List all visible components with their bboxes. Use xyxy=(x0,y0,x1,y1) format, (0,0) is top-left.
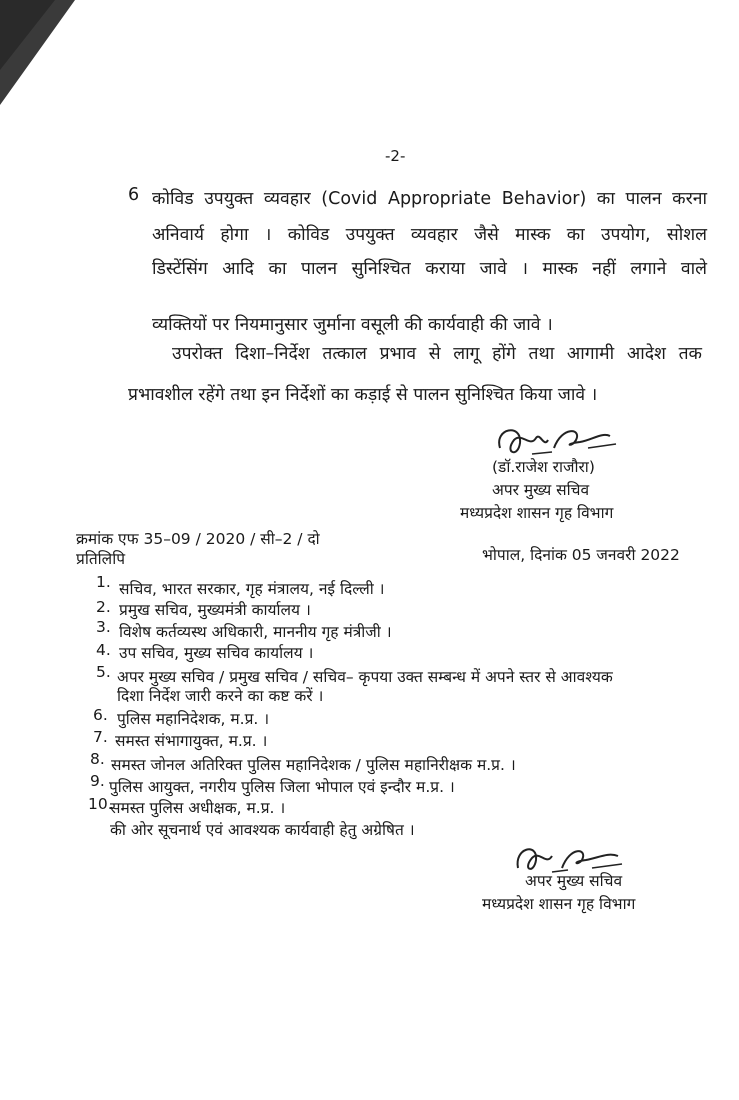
copy-item-5-num: 5. xyxy=(96,663,111,681)
point-number: 6 xyxy=(128,185,140,205)
copy-item-4: उप सचिव, मुख्य सचिव कार्यालय । xyxy=(119,644,314,662)
forward-note: की ओर सूचनार्थ एवं आवश्यक कार्यवाही हेतु अग्रेषित । xyxy=(110,821,415,839)
reference-number: क्रमांक एफ 35–09 / 2020 / सी–2 / दो xyxy=(76,530,320,548)
copy-item-5: अपर मुख्य सचिव / प्रमुख सचिव / सचिव– कृपया उक्त सम्बन्ध में अपने स्तर से आवश्यक xyxy=(117,668,613,686)
copy-item-1: सचिव, भारत सरकार, गृह मंत्रालय, नई दिल्ली । xyxy=(119,580,385,598)
copy-item-9: पुलिस आयुक्त, नगरीय पुलिस जिला भोपाल एवं इन्दौर म.प्र. । xyxy=(109,778,455,796)
copy-item-10: समस्त पुलिस अधीक्षक, म.प्र. । xyxy=(110,799,286,817)
copy-item-8-num: 8. xyxy=(90,750,105,768)
signatory2-designation: अपर मुख्य सचिव xyxy=(525,872,623,890)
closing-line-1: उपरोक्त दिशा–निर्देश तत्काल प्रभाव से लागू होंगे तथा आगामी आदेश तक xyxy=(172,344,702,364)
page-number: -2- xyxy=(385,147,406,165)
point6-line-1: कोविड उपयुक्त व्यवहार (Covid Appropriate Behavior) का पालन करना xyxy=(152,189,707,209)
point6-line-3: डिस्टेंसिंग आदि का पालन सुनिश्चित कराया जावे । मास्क नहीं लगाने वाले xyxy=(152,259,707,279)
copy-item-6: पुलिस महानिदेशक, म.प्र. । xyxy=(117,710,270,728)
copy-item-3-num: 3. xyxy=(96,618,111,636)
signatory1-designation: अपर मुख्य सचिव xyxy=(492,481,590,499)
copy-item-8: समस्त जोनल अतिरिक्त पुलिस महानिदेशक / पुलिस महानिरीक्षक म.प्र. । xyxy=(111,756,516,774)
point6-line-4: व्यक्तियों पर नियमानुसार जुर्माना वसूली की कार्यवाही की जावे । xyxy=(152,315,553,335)
copy-item-7: समस्त संभागायुक्त, म.प्र. । xyxy=(115,732,268,750)
signatory1-name: (डॉ.राजेश राजौरा) xyxy=(492,458,595,476)
signatory2-department: मध्यप्रदेश शासन गृह विभाग xyxy=(482,895,636,913)
copy-item-9-num: 9. xyxy=(90,772,105,790)
copy-label: प्रतिलिपि xyxy=(76,550,126,568)
closing-line-2: प्रभावशील रहेंगे तथा इन निर्देशों का कड़ाई से पालन सुनिश्चित किया जावे । xyxy=(128,385,598,405)
copy-item-6-num: 6. xyxy=(93,706,108,724)
copy-item-3: विशेष कर्तव्यस्थ अधिकारी, माननीय गृह मंत्रीजी । xyxy=(119,623,392,641)
copy-item-7-num: 7. xyxy=(93,728,108,746)
copy-item-4-num: 4. xyxy=(96,641,111,659)
point6-line-2: अनिवार्य होगा । कोविड उपयुक्त व्यवहार जैसे मास्क का उपयोग, सोशल xyxy=(152,225,707,245)
place-date: भोपाल, दिनांक 05 जनवरी 2022 xyxy=(482,546,680,564)
copy-item-10-num: 10. xyxy=(88,795,113,813)
copy-item-1-num: 1. xyxy=(96,573,111,591)
signatory1-department: मध्यप्रदेश शासन गृह विभाग xyxy=(460,504,614,522)
copy-item-2-num: 2. xyxy=(96,598,111,616)
copy-item-5-cont: दिशा निर्देश जारी करने का कष्ट करें । xyxy=(117,687,324,705)
scan-shadow xyxy=(0,0,90,110)
copy-item-2: प्रमुख सचिव, मुख्यमंत्री कार्यालय । xyxy=(119,601,311,619)
